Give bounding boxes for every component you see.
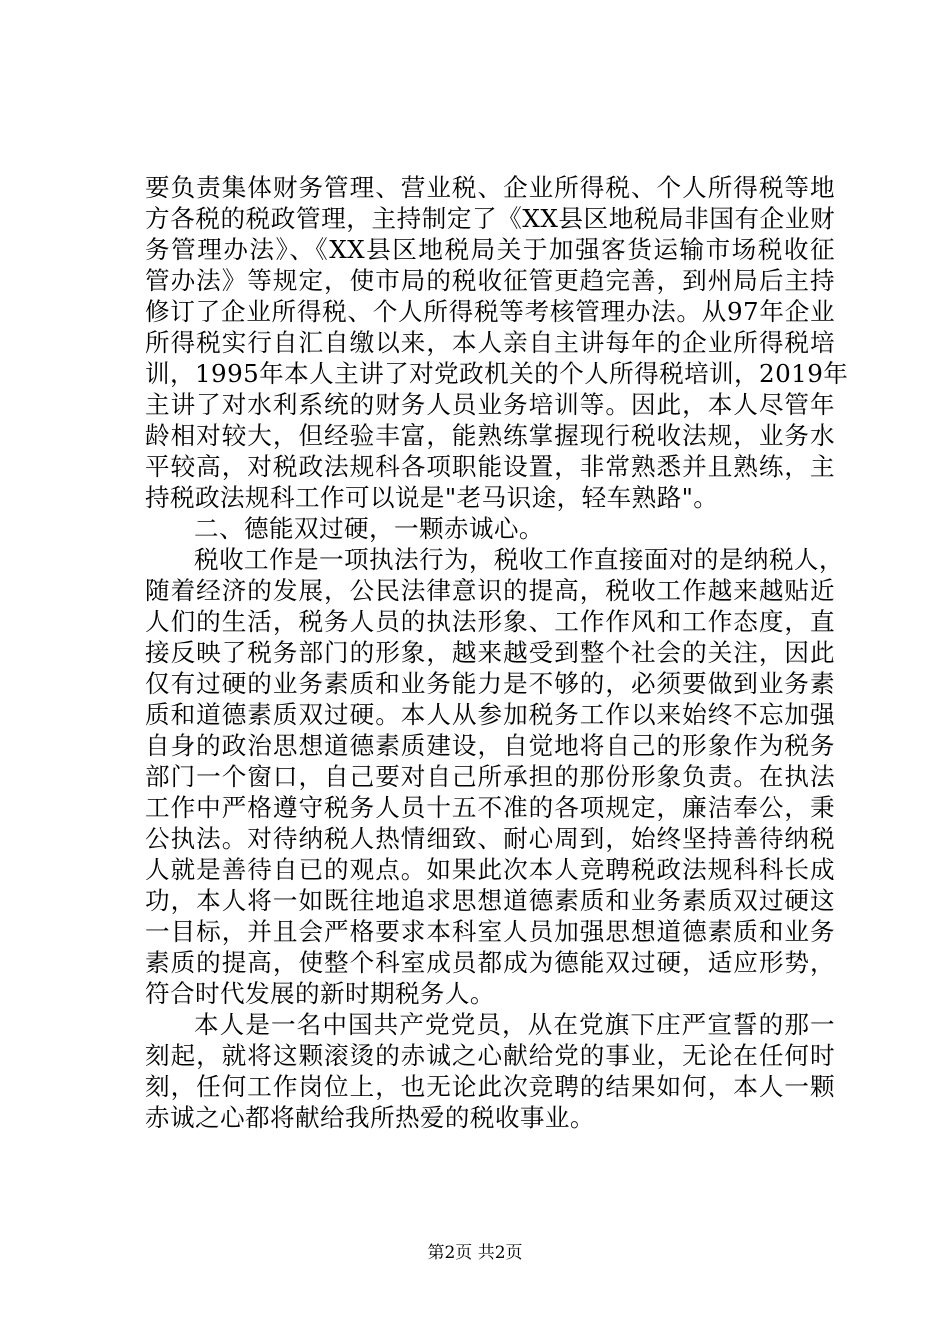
- section-heading: 二、德能双过硬，一颗赤诚心。: [194, 514, 544, 543]
- paragraph-end-line: 符合时代发展的新时期税务人。: [145, 979, 495, 1008]
- text-line: 方各税的税政管理，主持制定了《XX县区地税局非国有企业财: [145, 204, 835, 233]
- paragraph-first-line: 本人是一名中国共产党党员，从在党旗下庄严宣誓的那一: [194, 1010, 835, 1039]
- text-line: 仅有过硬的业务素质和业务能力是不够的，必须要做到业务素: [145, 669, 835, 698]
- text-line: 训，1995年本人主讲了对党政机关的个人所得税培训，2019年: [145, 359, 849, 388]
- text-line: 刻起，就将这颗滚烫的赤诚之心献给党的事业，无论在任何时: [145, 1041, 835, 1070]
- text-line: 随着经济的发展，公民法律意识的提高，税收工作越来越贴近: [145, 576, 835, 605]
- paragraph-end-line: 赤诚之心都将献给我所热爱的税收事业。: [145, 1103, 595, 1132]
- text-line: 人就是善待自已的观点。如果此次本人竞聘税政法规科科长成: [145, 855, 835, 884]
- paragraph-end-line: 持税政法规科工作可以说是"老马识途，轻车熟路"。: [145, 483, 719, 512]
- text-line: 素质的提高，使整个科室成员都成为德能双过硬，适应形势，: [145, 948, 835, 977]
- text-line: 修订了企业所得税、个人所得税等考核管理办法。从97年企业: [145, 297, 835, 326]
- text-line: 平较高，对税政法规科各项职能设置，非常熟悉并且熟练，主: [145, 452, 835, 481]
- text-line: 功，本人将一如既往地追求思想道德素质和业务素质双过硬这: [145, 886, 835, 915]
- text-line: 要负责集体财务管理、营业税、企业所得税、个人所得税等地: [145, 173, 835, 202]
- text-line: 主讲了对水利系统的财务人员业务培训等。因此，本人尽管年: [145, 390, 835, 419]
- paragraph-first-line: 税收工作是一项执法行为，税收工作直接面对的是纳税人，: [194, 545, 844, 574]
- text-line: 一目标，并且会严格要求本科室人员加强思想道德素质和业务: [145, 917, 835, 946]
- text-line: 接反映了税务部门的形象，越来越受到整个社会的关注，因此: [145, 638, 835, 667]
- text-line: 质和道德素质双过硬。本人从参加税务工作以来始终不忘加强: [145, 700, 835, 729]
- text-line: 管办法》等规定，使市局的税收征管更趋完善，到州局后主持: [145, 266, 835, 295]
- text-line: 所得税实行自汇自缴以来，本人亲自主讲每年的企业所得税培: [145, 328, 835, 357]
- text-line: 部门一个窗口，自己要对自己所承担的那份形象负责。在执法: [145, 762, 835, 791]
- text-line: 龄相对较大，但经验丰富，能熟练掌握现行税收法规，业务水: [145, 421, 835, 450]
- text-line: 工作中严格遵守税务人员十五不准的各项规定，廉洁奉公，秉: [145, 793, 835, 822]
- page-number-footer: 第2页 共2页: [427, 1243, 523, 1263]
- text-line: 公执法。对待纳税人热情细致、耐心周到，始终坚持善待纳税: [145, 824, 835, 853]
- text-line: 务管理办法》、《XX县区地税局关于加强客货运输市场税收征: [145, 235, 835, 264]
- text-line: 刻，任何工作岗位上，也无论此次竞聘的结果如何，本人一颗: [145, 1072, 835, 1101]
- text-line: 人们的生活，税务人员的执法形象、工作作风和工作态度，直: [145, 607, 835, 636]
- document-body: [145, 172, 849, 1133]
- text-line: 自身的政治思想道德素质建设，自觉地将自己的形象作为税务: [145, 731, 835, 760]
